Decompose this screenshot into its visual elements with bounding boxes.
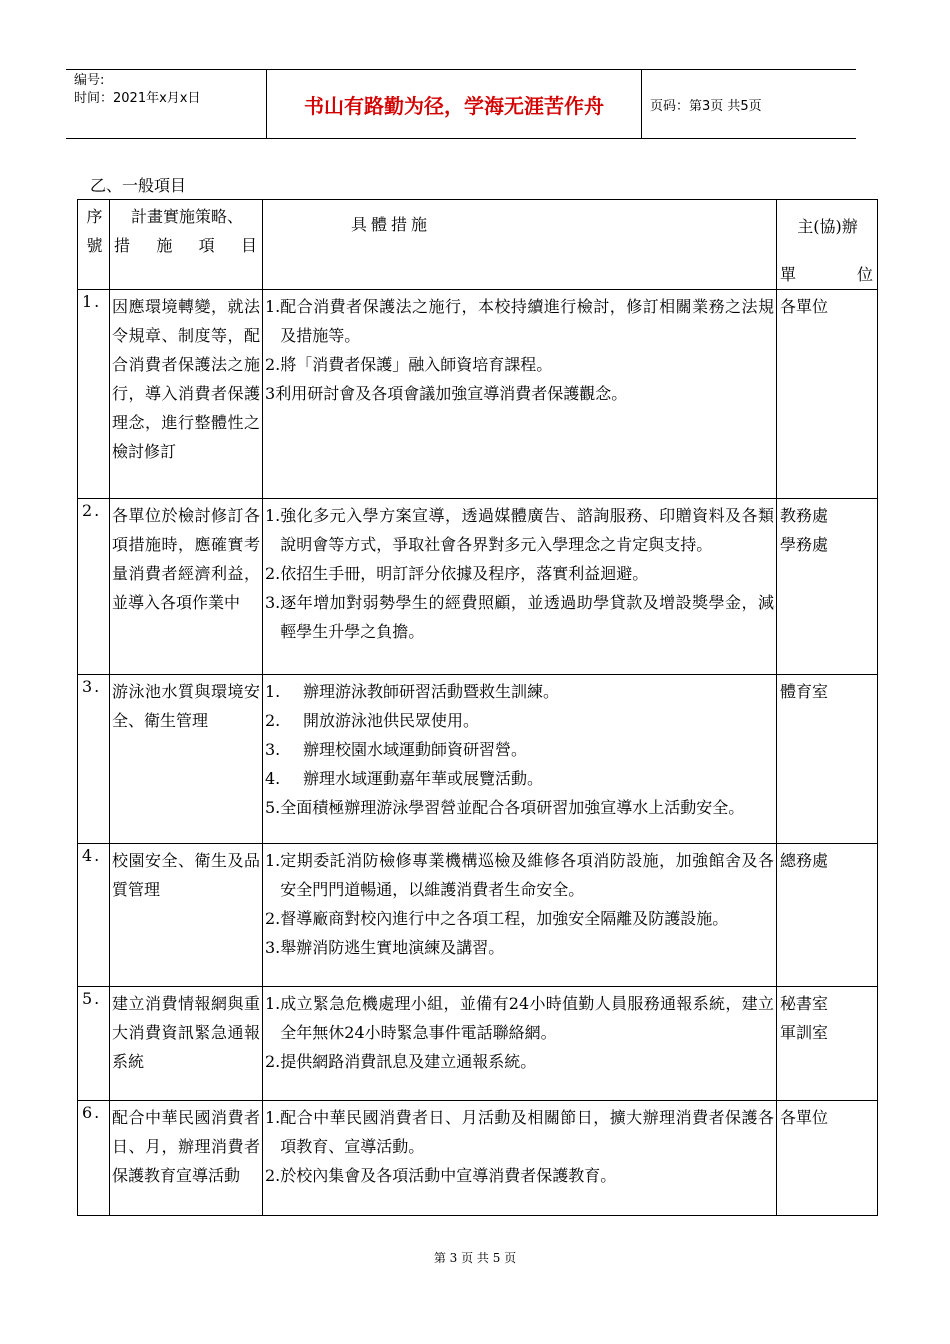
measure-item — [265, 706, 774, 735]
row-unit — [777, 844, 878, 987]
measure-text: 辦理游泳教師研習活動暨救生訓練。 — [303, 682, 560, 701]
measure-number: 2. — [265, 711, 281, 730]
unit-name: 教務處 — [780, 506, 829, 525]
measure-number: 3. — [265, 593, 281, 612]
measure-text: 強化多元入學方案宣導，透過媒體廣告、諮詢服務、印贈資料及各類說明會等方式，爭取社會各界對多元入學理念之肯定與支持。 — [280, 506, 774, 554]
measure-text: 定期委託消防檢修專業機構巡檢及維修各項消防設施，加強館舍及各安全門門道暢通，以維護消費者生命安全。 — [280, 851, 774, 899]
row-measures — [263, 987, 777, 1101]
table-row — [78, 987, 878, 1101]
document-number-label: 编号: — [74, 73, 105, 88]
measure-number: 5. — [265, 798, 281, 817]
measure-text: 配合消費者保護法之施行，本校持續進行檢討，修訂相關業務之法規及措施等。 — [280, 297, 774, 345]
measure-text: 辦理水域運動嘉年華或展覽活動。 — [303, 769, 544, 788]
row-unit — [777, 290, 878, 499]
measure-text: 逐年增加對弱勢學生的經費照顧，並透過助學貸款及增設獎學金，減輕學生升學之負擔。 — [280, 593, 774, 641]
document-time-label: 时间：2021年x月x日 — [74, 91, 201, 106]
measure-item — [265, 379, 774, 408]
unit-name: 各單位 — [780, 1108, 829, 1127]
measure-text: 於校內集會及各項活動中宣導消費者保護教育。 — [280, 1166, 617, 1185]
row-plan: 游泳池水質與環境安全、衛生管理 — [110, 675, 263, 844]
row-unit — [777, 1101, 878, 1216]
measure-item — [265, 846, 774, 904]
unit-name: 總務處 — [780, 851, 829, 870]
measure-text: 辦理校園水域運動師資研習營。 — [303, 740, 528, 759]
measure-number: 3 — [265, 384, 276, 403]
measure-number: 4. — [265, 769, 281, 788]
header-cell-unit: 主(協)辦 單 位 — [777, 200, 878, 290]
row-number: 3. — [78, 675, 110, 844]
measure-text: 成立緊急危機處理小組，並備有24小時值勤人員服務通報系統，建立全年無休24小時緊急事件電話聯絡網。 — [280, 994, 774, 1042]
header-meta — [66, 70, 266, 138]
header-plan-char-0: 措 — [114, 236, 131, 255]
row-measures — [263, 844, 777, 987]
measure-item — [265, 933, 774, 962]
row-plan: 各單位於檢討修訂各項措施時，應確實考量消費者經濟利益，並導入各項作業中 — [110, 499, 263, 675]
header-cell-plan: 計畫實施策略、 措 施 項 目 — [110, 200, 263, 290]
row-number: 5. — [78, 987, 110, 1101]
measure-number: 1. — [265, 682, 281, 701]
table-header-row — [78, 200, 878, 290]
row-unit — [777, 987, 878, 1101]
row-number: 4. — [78, 844, 110, 987]
measure-number: 1. — [265, 851, 281, 870]
row-plan: 配合中華民國消費者日、月，辦理消費者保護教育宣導活動 — [110, 1101, 263, 1216]
header-motto: 书山有路勤为径，学海无涯苦作舟 — [266, 70, 642, 138]
table-row — [78, 844, 878, 987]
measure-item — [265, 350, 774, 379]
measure-item — [265, 501, 774, 559]
row-plan: 校園安全、衛生及品質管理 — [110, 844, 263, 987]
measure-number: 2. — [265, 909, 281, 928]
measure-text: 依招生手冊，明訂評分依據及程序，落實利益迴避。 — [280, 564, 649, 583]
table-row — [78, 675, 878, 844]
measure-number: 2. — [265, 564, 281, 583]
measure-number: 2. — [265, 1052, 281, 1071]
unit-name: 各單位 — [780, 297, 829, 316]
measure-item — [265, 588, 774, 646]
measure-item — [265, 1047, 774, 1076]
row-measures — [263, 675, 777, 844]
measure-number: 2. — [265, 355, 281, 374]
row-measures — [263, 290, 777, 499]
row-plan: 因應環境轉變，就法令規章、制度等，配合消費者保護法之施行，導入消費者保護理念，進行整體性之檢討修訂 — [110, 290, 263, 499]
measure-text: 配合中華民國消費者日、月活動及相關節日，擴大辦理消費者保護各項教育、宣導活動。 — [280, 1108, 774, 1156]
measure-number: 1. — [265, 1108, 281, 1127]
measure-item — [265, 292, 774, 350]
row-unit — [777, 675, 878, 844]
measure-text: 全面積極辦理游泳學習營並配合各項研習加強宣導水上活動安全。 — [280, 798, 745, 817]
measure-text: 督導廠商對校內進行中之各項工程，加強安全隔離及防護設施。 — [280, 909, 729, 928]
table-row — [78, 499, 878, 675]
row-unit — [777, 499, 878, 675]
measure-number: 1. — [265, 297, 281, 316]
header-plan-char-2: 項 — [198, 236, 215, 255]
measure-text: 開放游泳池供民眾使用。 — [303, 711, 480, 730]
measure-item — [265, 1161, 774, 1190]
row-number: 6. — [78, 1101, 110, 1216]
measure-item — [265, 559, 774, 588]
header-plan-char-3: 目 — [240, 236, 257, 255]
table-row — [78, 1101, 878, 1216]
page-header — [66, 69, 856, 139]
measure-number: 2. — [265, 1166, 281, 1185]
row-plan: 建立消費情報網與重大消費資訊緊急通報系統 — [110, 987, 263, 1101]
measure-text: 舉辦消防逃生實地演練及講習。 — [280, 938, 505, 957]
header-unit-char-1: 位 — [856, 265, 873, 284]
measure-item — [265, 1103, 774, 1161]
unit-name: 體育室 — [780, 682, 829, 701]
measure-number: 1. — [265, 994, 281, 1013]
header-unit-char-0: 單 — [780, 265, 797, 284]
measure-number: 3. — [265, 938, 281, 957]
measure-text: 將「消費者保護」融入師資培育課程。 — [280, 355, 553, 374]
row-number: 1. — [78, 290, 110, 499]
header-cell-measures: 具體措施 — [263, 200, 777, 290]
measure-item — [265, 904, 774, 933]
table-row — [78, 290, 878, 499]
section-title: 乙、一般項目 — [90, 176, 187, 195]
measure-number: 3. — [265, 740, 281, 759]
page-footer: 第 3 页 共 5 页 — [433, 1251, 517, 1265]
measure-number: 1. — [265, 506, 281, 525]
measure-item — [265, 764, 774, 793]
unit-name: 學務處 — [780, 535, 829, 554]
header-plan-char-1: 施 — [156, 236, 173, 255]
row-number: 2. — [78, 499, 110, 675]
unit-name: 軍訓室 — [780, 1023, 829, 1042]
measure-item — [265, 735, 774, 764]
row-measures — [263, 499, 777, 675]
measure-item — [265, 793, 774, 822]
measures-table — [77, 199, 878, 1216]
measure-text: 利用研討會及各項會議加強宣導消費者保護觀念。 — [275, 384, 628, 403]
unit-name: 秘書室 — [780, 994, 829, 1013]
measure-item — [265, 677, 774, 706]
header-cell-number: 序 號 — [78, 200, 110, 290]
measure-text: 提供網路消費訊息及建立通報系統。 — [280, 1052, 537, 1071]
header-page-label: 页码：第3页 共5页 — [650, 98, 762, 114]
row-measures — [263, 1101, 777, 1216]
measure-item — [265, 989, 774, 1047]
